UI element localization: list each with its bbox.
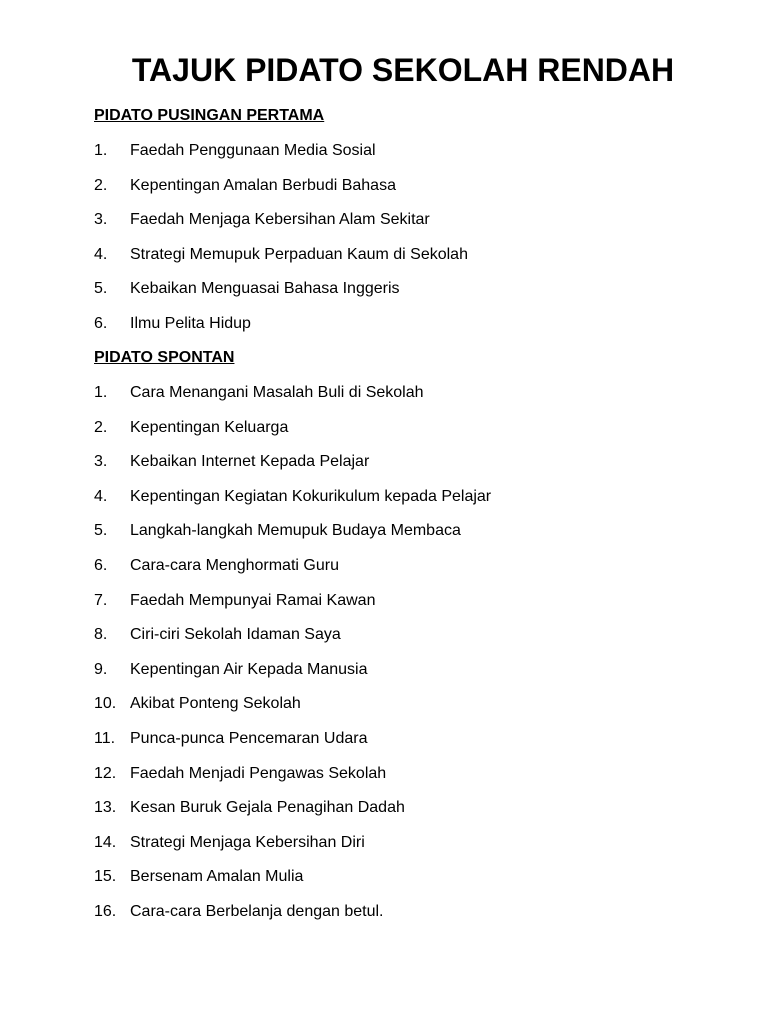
list-item-number: 1. (94, 384, 108, 401)
list-item-number: 8. (94, 626, 108, 644)
list-item-text: Kesan Buruk Gejala Penagihan Dadah (130, 799, 405, 817)
list-item-number: 2. (94, 176, 108, 194)
list-item-number: 1. (94, 142, 108, 159)
list-item-number: 3. (94, 453, 108, 471)
list-item-number: 9. (94, 660, 108, 678)
list-item-number: 3. (94, 211, 108, 229)
list-item-text: Ciri-ciri Sekolah Idaman Saya (130, 626, 341, 644)
list-item-number: 15. (94, 868, 117, 886)
list-item-number: 4. (94, 487, 108, 505)
list-item-text: Langkah-langkah Memupuk Budaya Membaca (130, 522, 461, 540)
list-item-text: Cara-cara Menghormati Guru (130, 556, 339, 574)
list-item-text: Faedah Menjaga Kebersihan Alam Sekitar (130, 211, 430, 229)
list-item-number: 6. (94, 314, 108, 332)
list-item-number: 4. (94, 245, 108, 263)
list-item-text: Akibat Ponteng Sekolah (130, 695, 301, 713)
list-item-number: 2. (94, 418, 108, 436)
list-item-text: Ilmu Pelita Hidup (130, 314, 251, 332)
page-title: TAJUK PIDATO SEKOLAH RENDAH (131, 52, 675, 88)
list-item-number: 13. (94, 799, 117, 817)
list-item-text: Punca-punca Pencemaran Udara (130, 729, 368, 747)
list-item-text: Kebaikan Menguasai Bahasa Inggeris (130, 280, 400, 298)
list-item-text: Strategi Menjaga Kebersihan Diri (130, 833, 365, 851)
list-item-text: Kepentingan Amalan Berbudi Bahasa (130, 176, 396, 194)
list-item-text: Faedah Penggunaan Media Sosial (130, 142, 376, 159)
list-item-number: 5. (94, 522, 108, 540)
list-item-text: Kepentingan Keluarga (130, 418, 289, 436)
section-heading-pusingan-pertama: PIDATO PUSINGAN PERTAMA (94, 107, 325, 124)
list-item-number: 5. (94, 280, 108, 298)
list-item-number: 12. (94, 764, 117, 782)
list-item-number: 14. (94, 833, 117, 851)
list-item-text: Kepentingan Air Kepada Manusia (130, 660, 368, 678)
list-item-number: 10. (94, 695, 117, 713)
list-item-text: Cara-cara Berbelanja dengan betul. (130, 902, 384, 920)
list-item-number: 11. (94, 729, 116, 747)
list-item-text: Cara Menangani Masalah Buli di Sekolah (130, 384, 424, 401)
section-heading-spontan: PIDATO SPONTAN (94, 349, 235, 366)
list-item-number: 7. (94, 591, 108, 609)
list-item-text: Strategi Memupuk Perpaduan Kaum di Sekolah (130, 245, 468, 263)
list-item-text: Faedah Menjadi Pengawas Sekolah (130, 764, 387, 782)
list-item-text: Kebaikan Internet Kepada Pelajar (130, 453, 370, 471)
list-item-text: Kepentingan Kegiatan Kokurikulum kepada Pelajar (130, 487, 492, 505)
list-item-number: 16. (94, 902, 117, 920)
list-item-text: Faedah Mempunyai Ramai Kawan (130, 591, 376, 609)
list-item-number: 6. (94, 556, 108, 574)
list-item-text: Bersenam Amalan Mulia (130, 868, 304, 886)
